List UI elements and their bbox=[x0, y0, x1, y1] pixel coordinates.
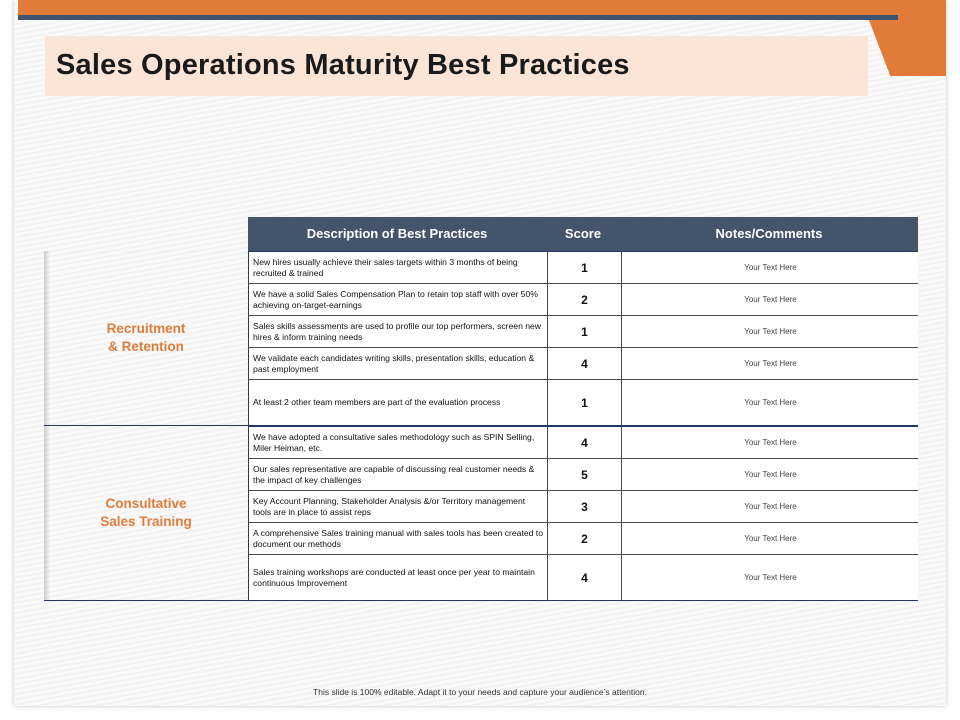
description-cell: Our sales representative are capable of discussing real customer needs & the impact of key challenges bbox=[253, 463, 535, 485]
header-notes: Notes/Comments bbox=[715, 226, 823, 241]
group-label-line2: Sales Training bbox=[100, 514, 192, 529]
table-row bbox=[249, 490, 918, 522]
notes-cell[interactable]: Your Text Here bbox=[621, 491, 919, 522]
group-label bbox=[44, 251, 248, 425]
score-cell: 1 bbox=[547, 380, 621, 425]
description-cell: We have a solid Sales Compensation Plan to retain top staff with over 50% achieving on-target-earnings bbox=[253, 288, 538, 310]
score-cell: 2 bbox=[547, 523, 621, 554]
table-body bbox=[44, 251, 918, 601]
notes-cell[interactable]: Your Text Here bbox=[621, 348, 919, 379]
score-cell: 2 bbox=[547, 284, 621, 315]
notes-cell[interactable]: Your Text Here bbox=[621, 555, 919, 600]
table-row bbox=[249, 522, 918, 554]
table-row bbox=[249, 426, 918, 458]
group-consultative-sales-training bbox=[44, 426, 918, 601]
notes-cell[interactable]: Your Text Here bbox=[621, 316, 919, 347]
description-cell: We validate each candidates writing skills, presentation skills, education & past employment bbox=[253, 352, 535, 374]
description-cell: We have adopted a consultative sales methodology such as SPIN Selling, Miler Heiman, etc. bbox=[253, 431, 535, 453]
score-cell: 4 bbox=[547, 427, 621, 458]
table-row bbox=[249, 458, 918, 490]
group-label-line1: Recruitment bbox=[106, 321, 186, 336]
description-cell: New hires usually achieve their sales targets within 3 months of being recruited & trained bbox=[253, 256, 518, 278]
notes-cell[interactable]: Your Text Here bbox=[621, 284, 919, 315]
table-header bbox=[248, 217, 918, 251]
score-cell: 4 bbox=[547, 555, 621, 600]
notes-cell[interactable]: Your Text Here bbox=[621, 459, 919, 490]
table-row bbox=[249, 554, 918, 600]
notes-cell[interactable]: Your Text Here bbox=[621, 427, 919, 458]
description-cell: Sales training workshops are conducted at least once per year to maintain continuous Improvement bbox=[253, 566, 535, 588]
title-box bbox=[45, 36, 868, 96]
group-label-line1: Consultative bbox=[105, 496, 187, 511]
table-row bbox=[249, 379, 918, 425]
score-cell: 4 bbox=[547, 348, 621, 379]
description-cell: At least 2 other team members are part of the evaluation process bbox=[253, 397, 501, 407]
top-navy-stripe bbox=[18, 15, 898, 20]
score-cell: 1 bbox=[547, 252, 621, 283]
notes-cell[interactable]: Your Text Here bbox=[621, 380, 919, 425]
footer-note: This slide is 100% editable. Adapt it to your needs and capture your audience’s attention. bbox=[313, 687, 647, 697]
slide bbox=[14, 0, 946, 706]
notes-cell[interactable]: Your Text Here bbox=[621, 252, 919, 283]
table-row bbox=[249, 283, 918, 315]
table-row bbox=[249, 315, 918, 347]
table-row bbox=[249, 347, 918, 379]
score-cell: 5 bbox=[547, 459, 621, 490]
description-cell: Sales skills assessments are used to profile our top performers, screen new hires & inform training needs bbox=[253, 320, 542, 342]
group-recruitment-retention bbox=[44, 251, 918, 426]
group-label-line2: & Retention bbox=[108, 339, 184, 354]
score-cell: 3 bbox=[547, 491, 621, 522]
description-cell: Key Account Planning, Stakeholder Analysis &/or Territory management tools are in place to assist reps bbox=[253, 495, 526, 517]
notes-cell[interactable]: Your Text Here bbox=[621, 523, 919, 554]
header-score: Score bbox=[564, 226, 602, 241]
description-cell: A comprehensive Sales training manual with sales tools has been created to document our methods bbox=[253, 527, 543, 549]
group-label bbox=[44, 426, 248, 600]
header-description: Description of Best Practices bbox=[306, 226, 488, 241]
page-title: Sales Operations Maturity Best Practices bbox=[56, 49, 630, 81]
score-cell: 1 bbox=[547, 316, 621, 347]
table-row bbox=[249, 251, 918, 283]
